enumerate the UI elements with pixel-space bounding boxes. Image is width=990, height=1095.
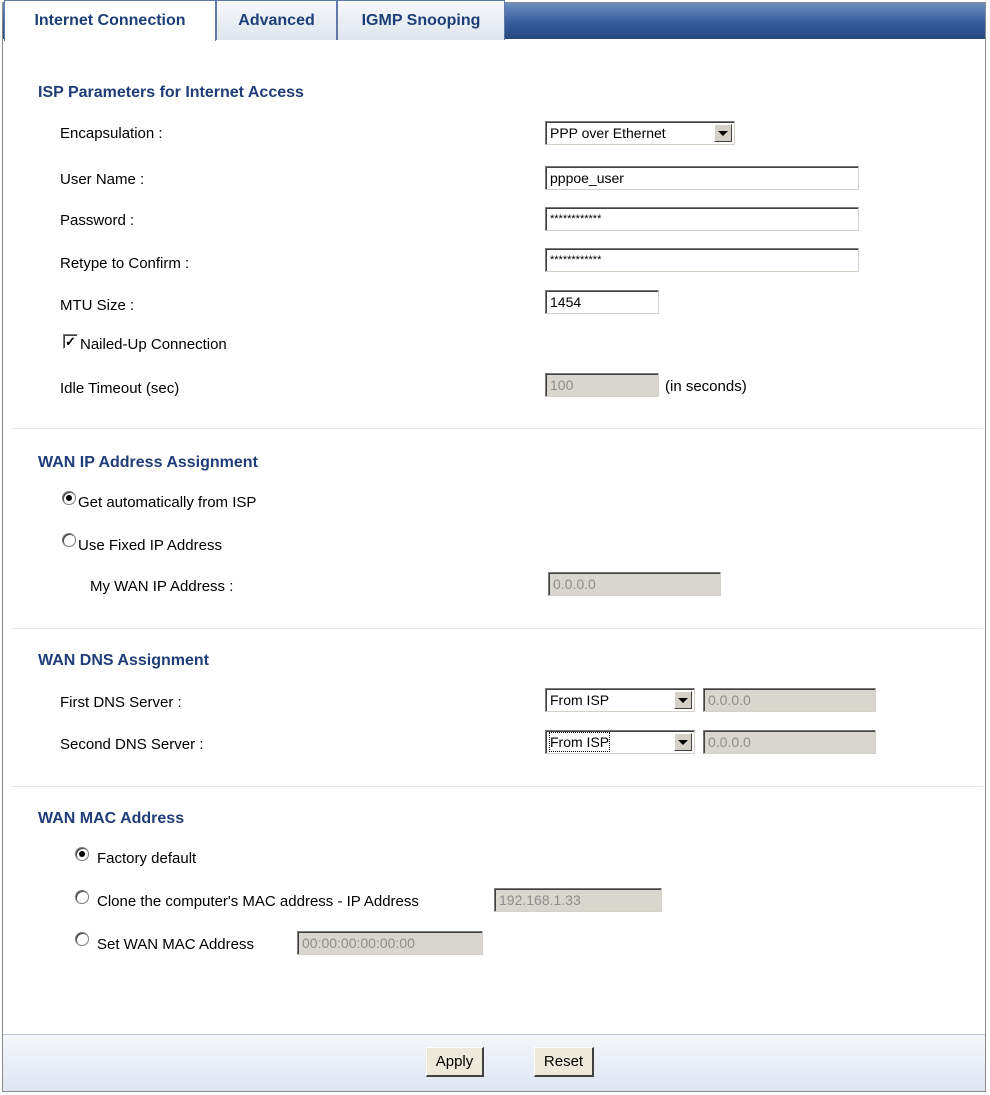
retype-password-input[interactable]: ************	[545, 248, 859, 272]
divider	[11, 628, 983, 629]
radio-set-wan-mac[interactable]	[75, 932, 89, 946]
idle-timeout-unit: (in seconds)	[665, 378, 747, 395]
encapsulation-label: Encapsulation :	[60, 125, 163, 142]
radio-clone-mac[interactable]	[75, 890, 89, 904]
first-dns-mode-select[interactable]	[545, 688, 695, 712]
wan-mac-section-title: WAN MAC Address	[38, 810, 185, 827]
my-wan-ip-label: My WAN IP Address :	[90, 578, 234, 595]
second-dns-ip-input[interactable]: 0.0.0.0	[703, 730, 876, 754]
factory-default-label: Factory default	[97, 850, 197, 867]
use-fixed-ip-label: Use Fixed IP Address	[78, 537, 222, 554]
mtu-label: MTU Size :	[60, 297, 135, 314]
tab-advanced[interactable]: Advanced	[216, 0, 337, 40]
wan-dns-section-title: WAN DNS Assignment	[38, 652, 209, 669]
idle-timeout-input[interactable]: 100	[545, 373, 659, 397]
second-dns-mode-select[interactable]	[545, 730, 695, 754]
first-dns-ip-input[interactable]: 0.0.0.0	[703, 688, 876, 712]
radio-factory-default[interactable]	[75, 847, 89, 861]
mtu-input[interactable]: 1454	[545, 290, 659, 314]
password-label: Password :	[60, 212, 135, 229]
encapsulation-value: PPP over Ethernet	[550, 125, 666, 141]
clone-mac-label: Clone the computer's MAC address - IP Address	[97, 893, 419, 910]
get-automatically-label: Get automatically from ISP	[78, 494, 257, 511]
chevron-down-icon[interactable]	[674, 733, 692, 751]
second-dns-mode-value: From ISP	[550, 734, 610, 750]
wan-ip-section-title: WAN IP Address Assignment	[38, 454, 258, 471]
reset-button[interactable]: Reset	[534, 1047, 594, 1077]
retype-password-label: Retype to Confirm :	[60, 255, 190, 272]
chevron-down-icon[interactable]	[714, 124, 732, 142]
set-wan-mac-input[interactable]: 00:00:00:00:00:00	[297, 931, 483, 955]
first-dns-label: First DNS Server :	[60, 694, 182, 711]
apply-button[interactable]: Apply	[426, 1047, 484, 1077]
set-wan-mac-label: Set WAN MAC Address	[97, 936, 254, 953]
username-label: User Name :	[60, 171, 145, 188]
username-input[interactable]: pppoe_user	[545, 166, 859, 190]
second-dns-label: Second DNS Server :	[60, 736, 204, 753]
clone-ip-input[interactable]: 192.168.1.33	[494, 888, 662, 912]
radio-get-automatically[interactable]	[62, 491, 76, 505]
divider	[11, 428, 983, 429]
button-bar	[3, 1034, 985, 1091]
my-wan-ip-input[interactable]: 0.0.0.0	[548, 572, 721, 596]
isp-section-title: ISP Parameters for Internet Access	[38, 84, 304, 101]
tab-igmp-snooping[interactable]: IGMP Snooping	[337, 0, 505, 40]
chevron-down-icon[interactable]	[674, 691, 692, 709]
idle-timeout-label: Idle Timeout (sec)	[60, 380, 180, 397]
nailed-up-checkbox[interactable]: ✓	[63, 334, 78, 349]
radio-use-fixed-ip[interactable]	[62, 533, 76, 547]
first-dns-mode-value: From ISP	[550, 692, 610, 708]
encapsulation-select[interactable]	[545, 121, 735, 145]
divider	[11, 786, 983, 787]
password-input[interactable]: ************	[545, 207, 859, 231]
tab-internet-connection[interactable]: Internet Connection	[4, 0, 216, 41]
nailed-up-label: Nailed-Up Connection	[80, 336, 227, 353]
